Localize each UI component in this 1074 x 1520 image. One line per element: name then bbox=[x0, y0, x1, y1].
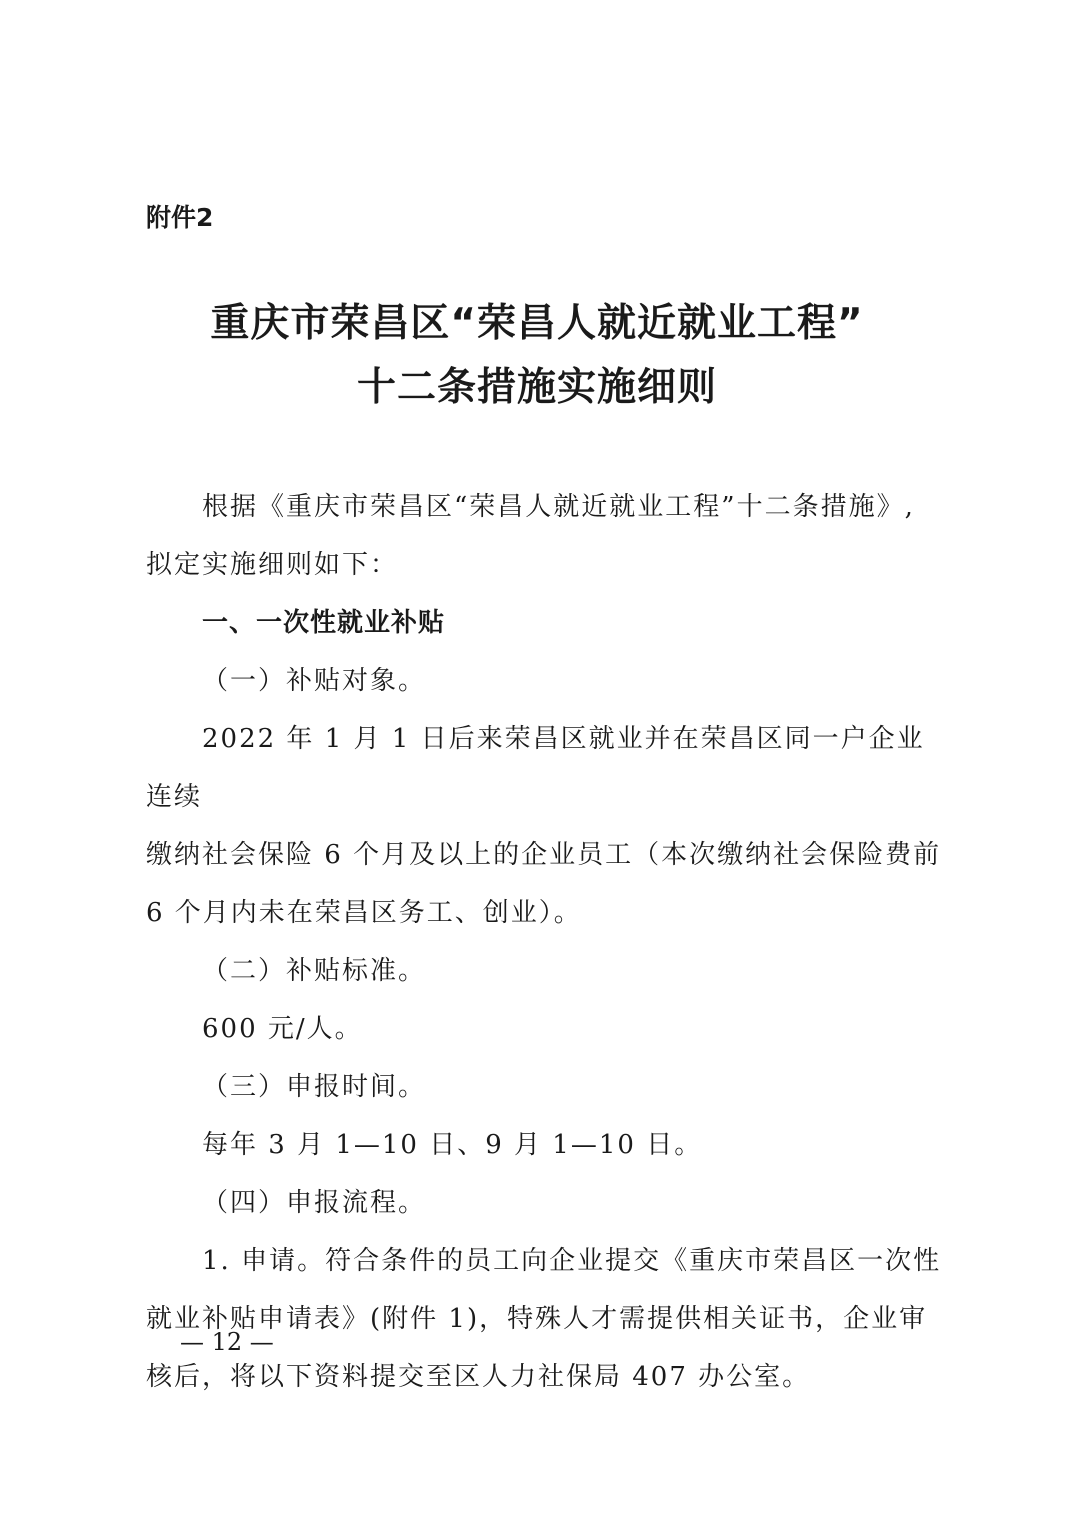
subsection-heading-4: （四）申报流程。 bbox=[202, 1188, 427, 1218]
subsection-heading-1: （一）补贴对象。 bbox=[202, 666, 427, 696]
step-text-line: 1. 申请。符合条件的员工向企业提交《重庆市荣昌区一次性 bbox=[202, 1246, 942, 1276]
document-title-line2: 十二条措施实施细则 bbox=[356, 365, 717, 410]
subsection-heading-3: （三）申报时间。 bbox=[202, 1072, 427, 1102]
document-title-line1: 重庆市荣昌区“荣昌人就近就业工程” bbox=[210, 301, 864, 346]
intro-paragraph-line1: 根据《重庆市荣昌区“荣昌人就近就业工程”十二条措施》, bbox=[202, 492, 915, 522]
step-text-line: 核后，将以下资料提交至区人力社保局 407 办公室。 bbox=[146, 1362, 811, 1392]
subsection-text-line: 6 个月内未在荣昌区务工、创业）。 bbox=[146, 898, 582, 928]
section-heading: 一、一次性就业补贴 bbox=[202, 608, 446, 638]
subsection-text-line: 2022 年 1 月 1 日后来荣昌区就业并在荣昌区同一户企业连续 bbox=[146, 724, 925, 812]
document-body bbox=[146, 478, 946, 1406]
intro-paragraph-line2: 拟定实施细则如下： bbox=[146, 550, 399, 580]
subsection-text: 600 元/人。 bbox=[202, 1014, 363, 1044]
attachment-label: 附件2 bbox=[146, 203, 214, 232]
page-number: — 12 — bbox=[180, 1328, 274, 1356]
step-text-line: 就业补贴申请表》(附件 1)，特殊人才需提供相关证书，企业审 bbox=[146, 1304, 928, 1334]
subsection-heading-2: （二）补贴标准。 bbox=[202, 956, 427, 986]
subsection-text-line: 缴纳社会保险 6 个月及以上的企业员工（本次缴纳社会保险费前 bbox=[146, 840, 942, 870]
subsection-text: 每年 3 月 1—10 日、9 月 1—10 日。 bbox=[202, 1130, 703, 1160]
